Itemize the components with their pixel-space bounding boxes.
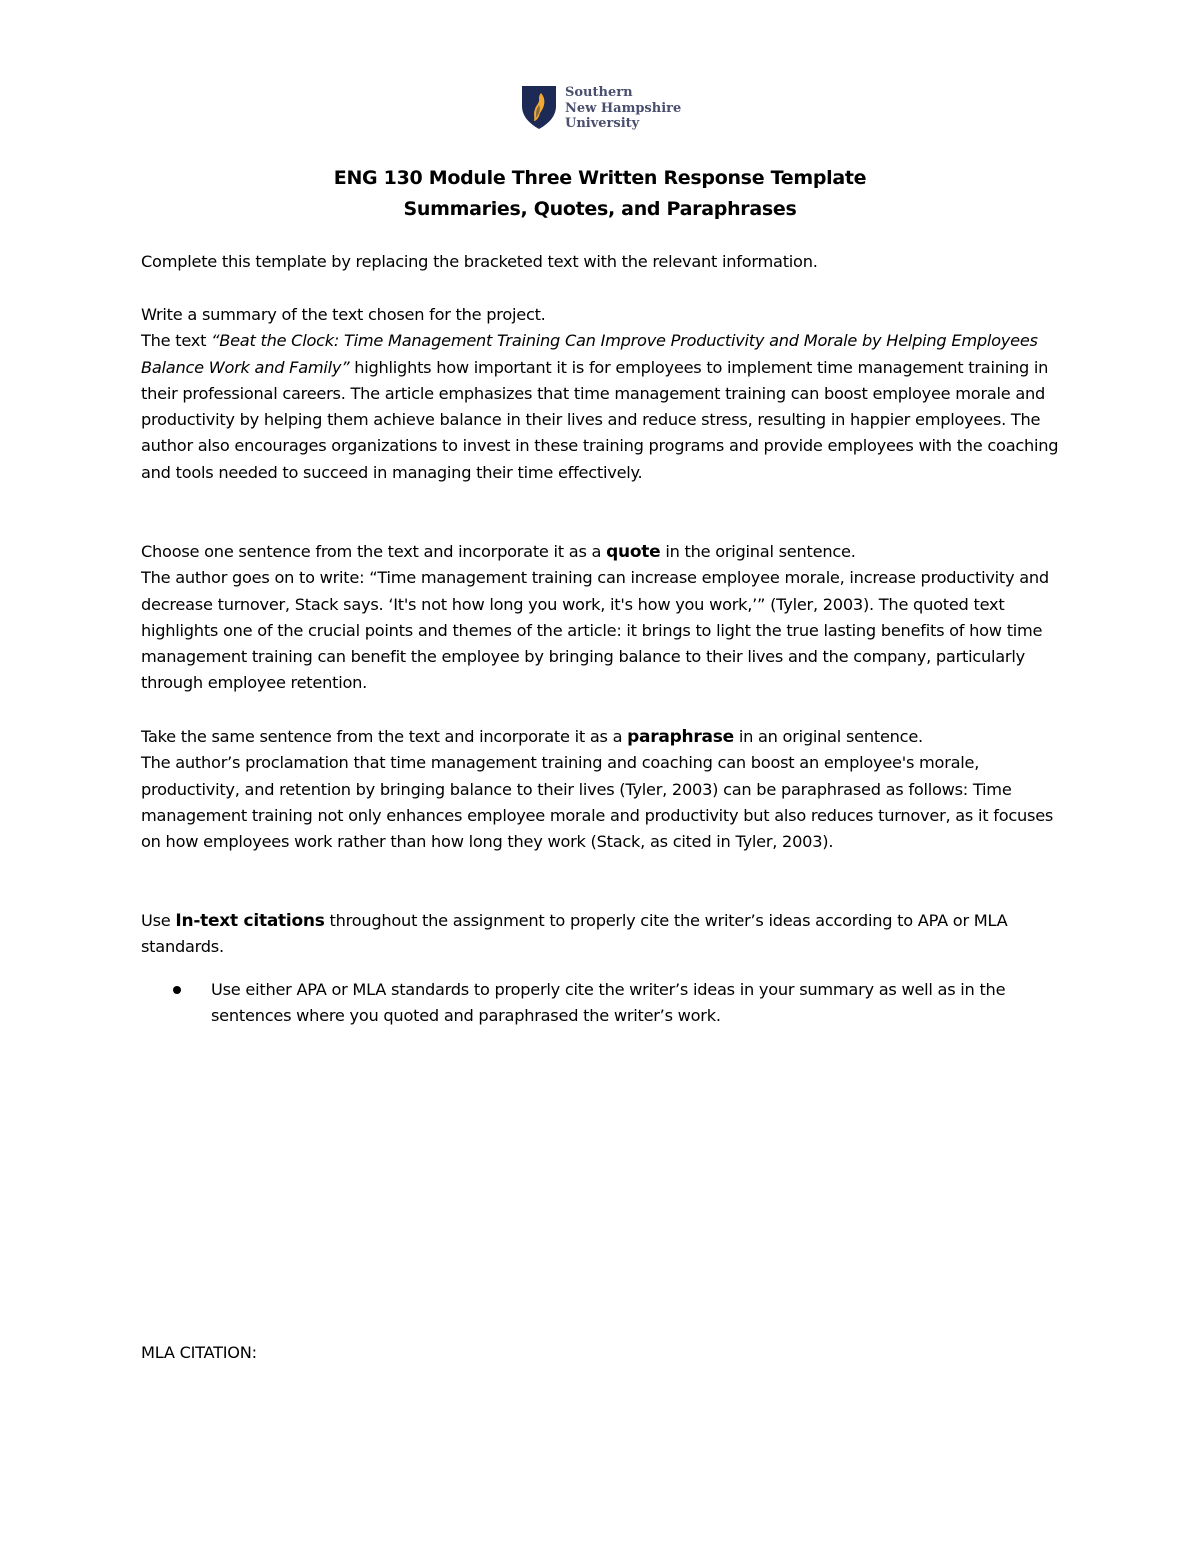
logo-line-3: University <box>565 116 640 131</box>
paraphrase-prompt-before: Take the same sentence from the text and incorporate it as a <box>141 727 628 746</box>
title-line-1: ENG 130 Module Three Written Response Template <box>333 167 867 189</box>
instructions-paragraph <box>141 249 1066 275</box>
citations-section <box>141 908 1066 961</box>
bullet-text: Use either APA or MLA standards to properly cite the writer’s ideas in your summary as well as in the sentences where you quoted and paraphrased the writer’s work. <box>211 980 1006 1026</box>
citations-prompt <box>141 908 1066 961</box>
article-title: “Beat the Clock: Time Management Training Can Improve Productivity and Morale by Helping Employees Balance Work and Family” <box>141 331 1038 377</box>
summary-body <box>141 328 1066 486</box>
citations-prompt-after: throughout the assignment to properly cite the writer’s ideas according to APA or MLA standards. <box>141 911 1008 957</box>
logo-line-2: New Hampshire <box>565 100 682 116</box>
quote-prompt-after: in the original sentence. <box>660 542 856 561</box>
title-line-2: Summaries, Quotes, and Paraphrases <box>403 198 797 220</box>
summary-lead: The text <box>141 331 212 351</box>
university-logo <box>520 84 681 132</box>
citations-bullet <box>141 977 1066 1030</box>
citations-prompt-before: Use <box>141 911 176 930</box>
logo-line-1: Southern <box>565 85 633 100</box>
university-wordmark <box>565 85 681 132</box>
summary-section <box>141 302 1066 486</box>
shield-flame-icon <box>520 84 558 130</box>
summary-prompt: Write a summary of the text chosen for the project. <box>141 305 546 324</box>
citations-keyword: In-text citations <box>175 911 325 931</box>
quote-body: The author goes on to write: “Time management training can increase employee morale, increase productivity and decrease turnover, Stack says. ‘It's not how long you work, it's how you work,’” (Tyler, 2003). The quoted text highlights one of the crucial points and themes of the article: it brings to light the true lasting benefits of how time management training can benefit the employee by bringing balance to their lives and the company, particularly through employee retention. <box>141 568 1049 693</box>
quote-prompt <box>141 539 1066 565</box>
paraphrase-section <box>141 724 1066 855</box>
mla-citation-label: MLA CITATION: <box>141 1343 257 1362</box>
bullet-icon <box>173 986 181 994</box>
paraphrase-body: The author’s proclamation that time management training and coaching can boost an employee's morale, productivity, and retention by bringing balance to their lives (Tyler, 2003) can be paraphrased as follows: Time management training not only enhances employee morale and productivity but also reduces turnover, as it focuses on how employees work rather than how long they work (Stack, as cited in Tyler, 2003). <box>141 753 1054 852</box>
paraphrase-prompt <box>141 724 1066 750</box>
quote-keyword: quote <box>606 542 661 562</box>
mla-citation-section <box>141 1340 1066 1366</box>
paraphrase-prompt-after: in an original sentence. <box>733 727 923 746</box>
summary-text: highlights how important it is for employees to implement time management training in their professional careers. The article emphasizes that time management training can boost employee morale and productivity by helping them achieve balance in their lives and reduce stress, resulting in happier employees. The author also encourages organizations to invest in these training programs and provide employees with the coaching and tools needed to succeed in managing their time effectively. <box>141 357 1059 482</box>
quote-section <box>141 539 1066 697</box>
instructions-text: Complete this template by replacing the bracketed text with the relevant information. <box>141 252 818 271</box>
paraphrase-keyword: paraphrase <box>627 727 734 747</box>
quote-prompt-before: Choose one sentence from the text and incorporate it as a <box>141 542 607 561</box>
document-title <box>0 163 1200 225</box>
